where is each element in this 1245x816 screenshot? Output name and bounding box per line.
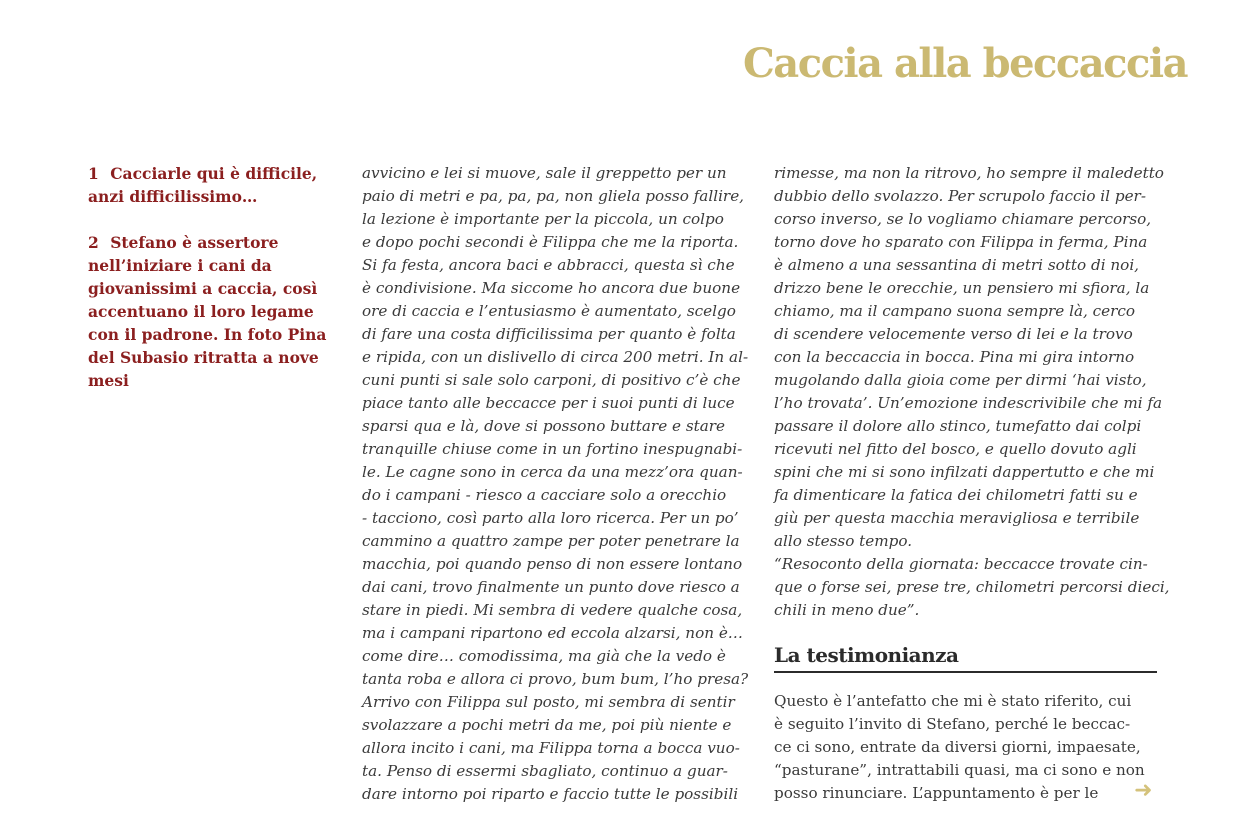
text-line: tranquille chiuse come in un fortino inespugnabi- (362, 440, 743, 458)
text-line: dubbio dello svolazzo. Per scrupolo faccio il per- (774, 187, 1146, 205)
text-line: ce ci sono, entrate da diversi giorni, impaesate, (774, 738, 1141, 756)
text-line: “Resoconto della giornata: beccacce trovate cin- (774, 555, 1148, 573)
text-line: cammino a quattro zampe per poter penetrare la (362, 532, 740, 550)
caption-number: 1 (88, 164, 99, 183)
text-line: posso rinunciare. L’appuntamento è per le (774, 784, 1099, 802)
text-line: tanta roba e allora ci provo, bum bum, l’ho presa? (362, 670, 749, 688)
text-line: macchia, poi quando penso di non essere lontano (362, 555, 743, 573)
text-line: fa dimenticare la fatica dei chilometri fatti su e (774, 486, 1138, 504)
text-line: que o forse sei, prese tre, chilometri percorsi dieci, (774, 578, 1170, 596)
text-line: ore di caccia e l’entusiasmo è aumentato, scelgo (362, 302, 736, 320)
text-line: passare il dolore allo stinco, tumefatto dai colpi (774, 417, 1142, 435)
caption-number: 2 (88, 233, 99, 252)
text-line: stare in piedi. Mi sembra di vedere qualche cosa, (362, 601, 743, 619)
text-line: Questo è l’antefatto che mi è stato riferito, cui (774, 692, 1132, 710)
text-line: chiamo, ma il campano suona sempre là, cerco (774, 302, 1136, 320)
text-line: è seguito l’invito di Stefano, perché le beccac- (774, 715, 1131, 733)
caption-1 (88, 162, 328, 208)
caption-text: Cacciarle qui è difficile, anzi difficilissimo… (88, 164, 318, 206)
text-line: torno dove ho sparato con Filippa in ferma, Pina (774, 233, 1148, 251)
article-column-4 (774, 690, 1169, 805)
text-line: spini che mi si sono infilzati dappertutto e che mi (774, 463, 1155, 481)
arrow-right-icon: ➜ (1134, 778, 1153, 803)
text-line: è almeno a una sessantina di metri sotto di noi, (774, 256, 1140, 274)
text-line: come dire… comodissima, ma già che la vedo è (362, 647, 726, 665)
article-column-3 (774, 162, 1169, 622)
text-line: “pasturane”, intrattabili quasi, ma ci sono e non (774, 761, 1145, 779)
text-line: le. Le cagne sono in cerca da una mezz’ora quan- (362, 463, 743, 481)
text-line: allora incito i cani, ma Filippa torna a bocca vuo- (362, 739, 740, 757)
text-line: giù per questa macchia meravigliosa e terribile (774, 509, 1140, 527)
text-line: allo stesso tempo. (774, 532, 913, 550)
text-line: do i campani - riesco a cacciare solo a orecchio (362, 486, 727, 504)
text-line: drizzo bene le orecchie, un pensiero mi sfiora, la (774, 279, 1150, 297)
text-line: l’ho trovata’. Un’emozione indescrivibile che mi fa (774, 394, 1163, 412)
text-line: mugolando dalla gioia come per dirmi ‘hai visto, (774, 371, 1147, 389)
photo-captions (88, 162, 328, 415)
text-line: ta. Penso di essermi sbagliato, continuo a guar- (362, 762, 728, 780)
caption-text: Stefano è assertore nell’iniziare i cani da giovanissimi a caccia, così accentuano il loro legame con il padrone. In foto Pina del Subasio ritratta a nove mesi (88, 233, 327, 390)
text-line: Si fa festa, ancora baci e abbracci, questa sì che (362, 256, 735, 274)
page-title: Caccia alla beccaccia (742, 40, 1187, 87)
text-line: svolazzare a pochi metri da me, poi più niente e (362, 716, 732, 734)
text-line: e dopo pochi secondi è Filippa che me la riporta. (362, 233, 739, 251)
text-line: - tacciono, così parto alla loro ricerca. Per un po’ (362, 509, 739, 527)
text-line: Arrivo con Filippa sul posto, mi sembra di sentir (362, 693, 735, 711)
article-column-2 (362, 162, 752, 806)
text-line: e ripida, con un dislivello di circa 200 metri. In al- (362, 348, 749, 366)
text-line: la lezione è importante per la piccola, un colpo (362, 210, 724, 228)
text-line: rimesse, ma non la ritrovo, ho sempre il maledetto (774, 164, 1164, 182)
caption-2 (88, 231, 328, 392)
text-line: dai cani, trovo finalmente un punto dove riesco a (362, 578, 740, 596)
text-line: corso inverso, se lo vogliamo chiamare percorso, (774, 210, 1152, 228)
text-line: sparsi qua e là, dove si possono buttare e stare (362, 417, 726, 435)
text-line: piace tanto alle beccacce per i suoi punti di luce (362, 394, 735, 412)
section-heading: La testimonianza (774, 643, 1157, 673)
text-line: avvicino e lei si muove, sale il greppetto per un (362, 164, 727, 182)
text-line: ricevuti nel fitto del bosco, e quello dovuto agli (774, 440, 1137, 458)
text-line: paio di metri e pa, pa, pa, non gliela posso fallire, (362, 187, 745, 205)
text-line: di fare una costa difficilissima per quanto è folta (362, 325, 736, 343)
text-line: di scendere velocemente verso di lei e la trovo (774, 325, 1133, 343)
text-line: cuni punti si sale solo carponi, di positivo c’è che (362, 371, 741, 389)
text-line: è condivisione. Ma siccome ho ancora due buone (362, 279, 741, 297)
text-line: con la beccaccia in bocca. Pina mi gira intorno (774, 348, 1135, 366)
text-line: chili in meno due”. (774, 601, 920, 619)
text-line: ma i campani ripartono ed eccola alzarsi, non è… (362, 624, 743, 642)
text-line: dare intorno poi riparto e faccio tutte le possibili (362, 785, 739, 803)
